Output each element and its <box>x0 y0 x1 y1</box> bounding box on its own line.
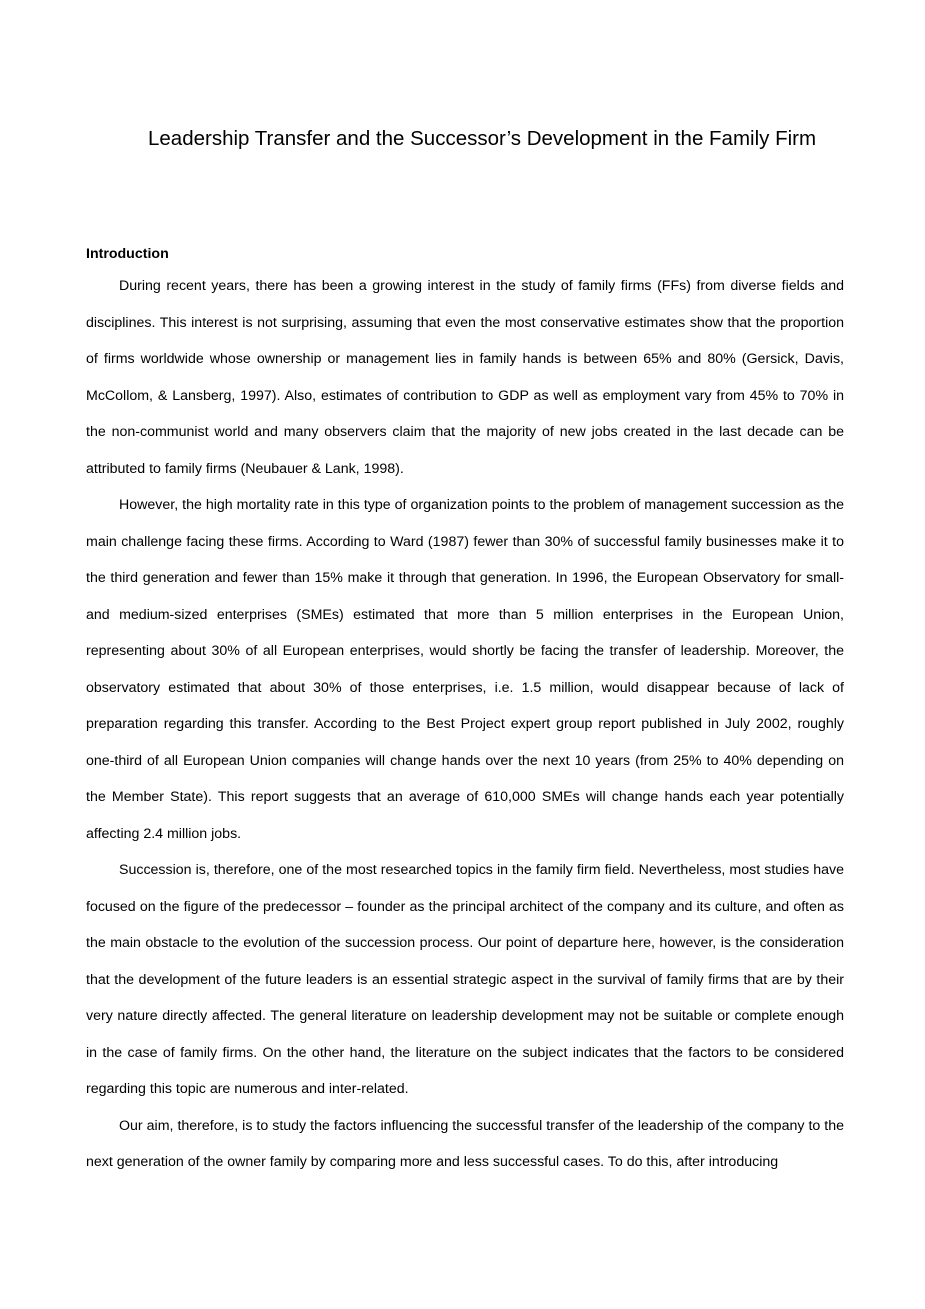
section-heading-introduction: Introduction <box>86 246 169 262</box>
paragraph: However, the high mortality rate in this type of organization points to the problem of management succession as the main challenge facing these firms. According to Ward (1987) fewer than 30% of successful family businesses make it to the third generation and fewer than 15% make it through that generation. In 1996, the European Observatory for small- and medium-sized enterprises (SMEs) estimated that more than 5 million enterprises in the European Union, representing about 30% of all European enterprises, would shortly be facing the transfer of leadership. Moreover, the observatory estimated that about 30% of those enterprises, i.e. 1.5 million, would disappear because of lack of preparation regarding this transfer. According to the Best Project expert group report published in July 2002, roughly one-third of all European Union companies will change hands over the next 10 years (from 25% to 40% depending on the Member State). This report suggests that an average of 610,000 SMEs will change hands each year potentially affecting 2.4 million jobs. <box>86 497 844 842</box>
document-title: Leadership Transfer and the Successor’s Development in the Family Firm <box>148 127 817 150</box>
paragraph: Succession is, therefore, one of the most researched topics in the family firm field. Nevertheless, most studies have focused on the figure of the predecessor – founder as the principal architect of the company and its culture, and often as the main obstacle to the evolution of the succession process. Our point of departure here, however, is the consideration that the development of the future leaders is an essential strategic aspect in the survival of family firms that are by their very nature directly affected. The general literature on leadership development may not be suitable or complete enough in the case of family firms. On the other hand, the literature on the subject indicates that the factors to be considered regarding this topic are numerous and inter-related. <box>86 862 844 1097</box>
document-body <box>86 240 844 1181</box>
paragraph: Our aim, therefore, is to study the factors influencing the successful transfer of the leadership of the company to the next generation of the owner family by comparing more and less successful cases. To do this, after introducing <box>86 1117 844 1170</box>
paragraph: During recent years, there has been a growing interest in the study of family firms (FFs) from diverse fields and disciplines. This interest is not surprising, assuming that even the most conservative estimates show that the proportion of firms worldwide whose ownership or management lies in family hands is between 65% and 80% (Gersick, Davis, McCollom, & Lansberg, 1997). Also, estimates of contribution to GDP as well as employment vary from 45% to 70% in the non-communist world and many observers claim that the majority of new jobs created in the last decade can be attributed to family firms (Neubauer & Lank, 1998). <box>86 278 844 477</box>
